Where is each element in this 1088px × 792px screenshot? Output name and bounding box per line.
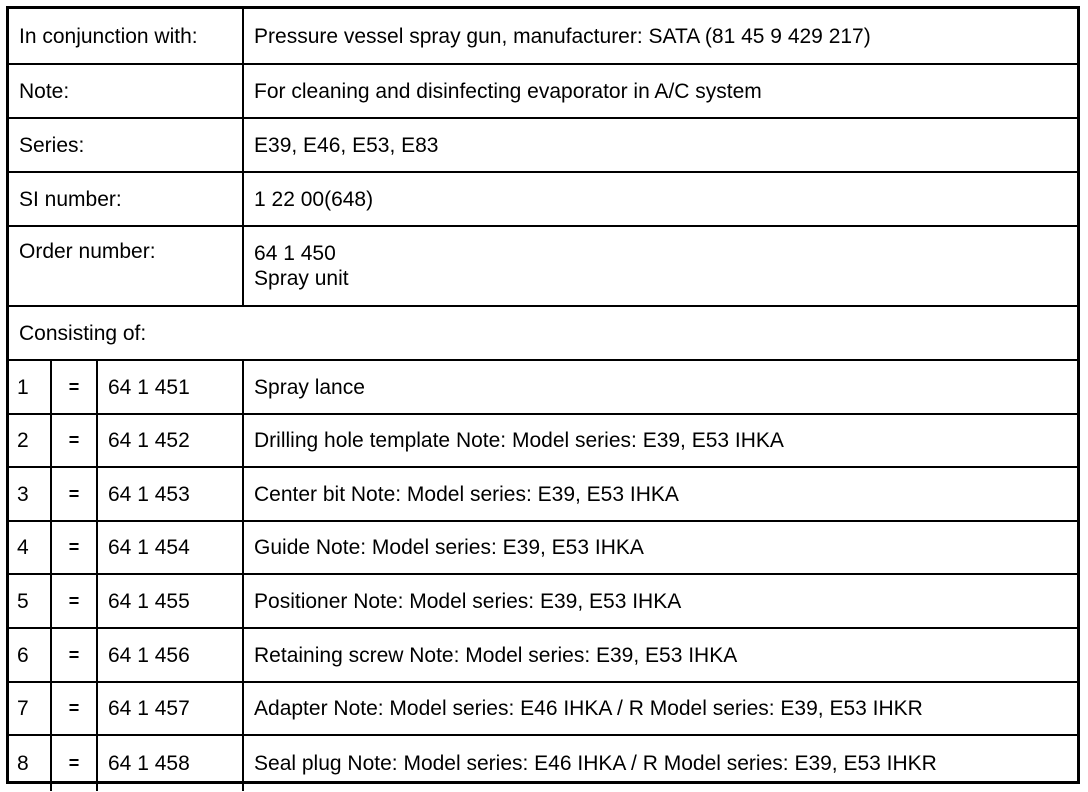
part-number: 4 bbox=[9, 521, 51, 574]
row-series bbox=[9, 118, 1077, 172]
part-separator: = bbox=[51, 467, 97, 521]
part-row bbox=[9, 682, 1077, 735]
part-number: 3 bbox=[9, 467, 51, 521]
part-description: Spray lance bbox=[243, 360, 1077, 414]
part-description: Seal plug Note: Model series: E46 IHKA / R Model series: E39, E53 IHKR bbox=[243, 735, 1077, 791]
part-code: 64 1 458 bbox=[97, 735, 243, 791]
value-order-number bbox=[243, 226, 1077, 306]
part-separator: = bbox=[51, 682, 97, 735]
part-row bbox=[9, 467, 1077, 521]
part-row bbox=[9, 735, 1077, 791]
part-code: 64 1 452 bbox=[97, 414, 243, 467]
value-in-conjunction: Pressure vessel spray gun, manufacturer: SATA (81 45 9 429 217) bbox=[243, 9, 1077, 64]
tool-info-sheet bbox=[6, 6, 1080, 784]
part-separator: = bbox=[51, 414, 97, 467]
order-number-code: 64 1 450 bbox=[254, 242, 336, 265]
row-consisting-of bbox=[9, 306, 1077, 360]
order-number-name: Spray unit bbox=[254, 267, 349, 290]
part-separator: = bbox=[51, 360, 97, 414]
part-separator: = bbox=[51, 521, 97, 574]
part-number: 6 bbox=[9, 628, 51, 682]
part-separator: = bbox=[51, 574, 97, 628]
part-description: Drilling hole template Note: Model series: E39, E53 IHKA bbox=[243, 414, 1077, 467]
part-code: 64 1 453 bbox=[97, 467, 243, 521]
part-description: Positioner Note: Model series: E39, E53 IHKA bbox=[243, 574, 1077, 628]
part-row bbox=[9, 360, 1077, 414]
part-row bbox=[9, 628, 1077, 682]
part-row bbox=[9, 574, 1077, 628]
part-number: 1 bbox=[9, 360, 51, 414]
part-code: 64 1 454 bbox=[97, 521, 243, 574]
label-order-number: Order number: bbox=[9, 226, 243, 306]
part-description: Guide Note: Model series: E39, E53 IHKA bbox=[243, 521, 1077, 574]
part-code: 64 1 457 bbox=[97, 682, 243, 735]
row-note bbox=[9, 64, 1077, 118]
part-separator: = bbox=[51, 628, 97, 682]
part-code: 64 1 451 bbox=[97, 360, 243, 414]
part-number: 2 bbox=[9, 414, 51, 467]
label-si-number: SI number: bbox=[9, 172, 243, 226]
part-code: 64 1 455 bbox=[97, 574, 243, 628]
part-number: 7 bbox=[9, 682, 51, 735]
label-consisting-of: Consisting of: bbox=[9, 306, 1077, 360]
label-in-conjunction: In conjunction with: bbox=[9, 9, 243, 64]
value-note: For cleaning and disinfecting evaporator in A/C system bbox=[243, 64, 1077, 118]
part-separator: = bbox=[51, 735, 97, 791]
part-row bbox=[9, 414, 1077, 467]
part-row bbox=[9, 521, 1077, 574]
label-series: Series: bbox=[9, 118, 243, 172]
tool-info-table bbox=[9, 9, 1077, 791]
part-description: Center bit Note: Model series: E39, E53 IHKA bbox=[243, 467, 1077, 521]
value-series: E39, E46, E53, E83 bbox=[243, 118, 1077, 172]
part-code: 64 1 456 bbox=[97, 628, 243, 682]
part-number: 5 bbox=[9, 574, 51, 628]
row-order-number bbox=[9, 226, 1077, 306]
part-number: 8 bbox=[9, 735, 51, 791]
row-in-conjunction bbox=[9, 9, 1077, 64]
row-si-number bbox=[9, 172, 1077, 226]
part-description: Retaining screw Note: Model series: E39, E53 IHKA bbox=[243, 628, 1077, 682]
value-si-number: 1 22 00(648) bbox=[243, 172, 1077, 226]
label-note: Note: bbox=[9, 64, 243, 118]
part-description: Adapter Note: Model series: E46 IHKA / R Model series: E39, E53 IHKR bbox=[243, 682, 1077, 735]
